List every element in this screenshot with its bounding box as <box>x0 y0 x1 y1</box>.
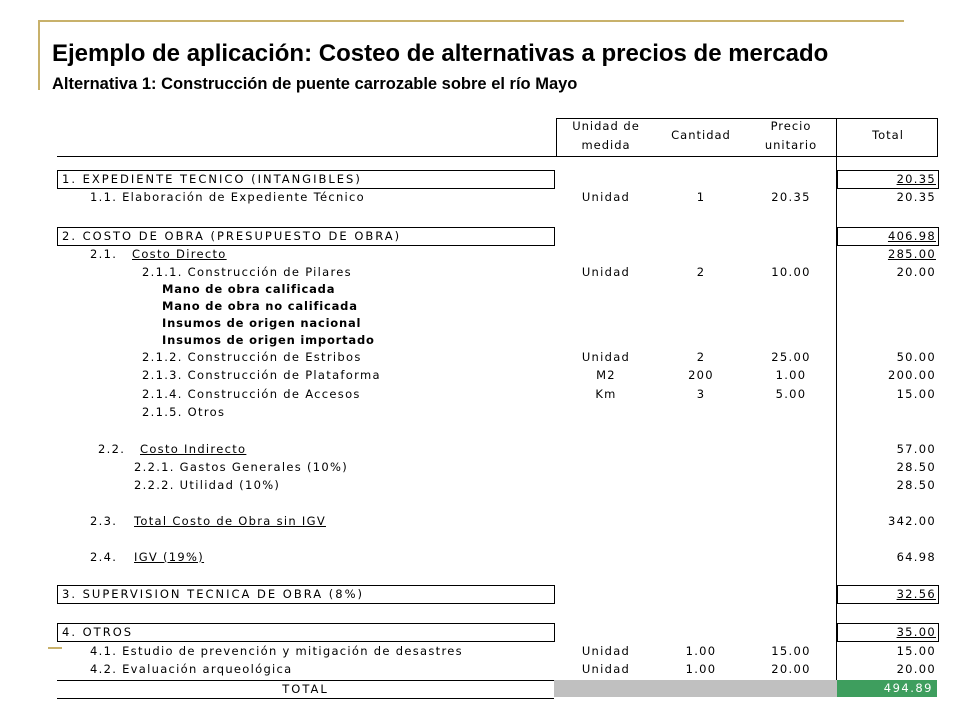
row-label-prefix: 2.4. <box>90 550 118 564</box>
row-label: 4.1. Estudio de prevención y mitigación de desastres <box>90 644 463 658</box>
table-row <box>0 458 960 476</box>
row-price: 20.00 <box>771 662 811 676</box>
table-row <box>0 170 960 188</box>
table-row <box>0 548 960 566</box>
row-price: 5.00 <box>775 387 807 401</box>
row-total: 20.35 <box>896 190 936 204</box>
grand-total-value: 494.89 <box>883 681 933 695</box>
row-label: 3. SUPERVISION TECNICA DE OBRA (8%) <box>62 587 365 601</box>
grand-total-filler <box>554 680 837 697</box>
row-label: 1.1. Elaboración de Expediente Técnico <box>90 190 366 204</box>
row-label: 2.1.2. Construcción de Estribos <box>142 350 362 364</box>
row-total: 20.00 <box>896 662 936 676</box>
row-label: 1. EXPEDIENTE TECNICO (INTANGIBLES) <box>62 172 362 186</box>
table-row <box>0 280 960 298</box>
row-unit: Unidad <box>581 350 631 364</box>
table-row <box>0 440 960 458</box>
row-qty: 3 <box>696 387 706 401</box>
table-row <box>0 263 960 281</box>
row-total: 32.56 <box>896 587 936 601</box>
row-label: 2.1.1. Construcción de Pilares <box>142 265 352 279</box>
row-label: 2.2.2. Utilidad (10%) <box>134 478 281 492</box>
row-qty: 2 <box>696 265 706 279</box>
table-row <box>0 642 960 660</box>
table-row <box>0 331 960 349</box>
header-unit <box>556 117 656 155</box>
header-price-line1: Precio <box>770 119 812 133</box>
header-unit-line2: medida <box>581 138 631 152</box>
table-row <box>0 660 960 678</box>
row-qty: 1.00 <box>685 662 717 676</box>
row-total: 15.00 <box>896 387 936 401</box>
row-unit: Unidad <box>581 265 631 279</box>
row-label: 2.1.3. Construcción de Plataforma <box>142 368 381 382</box>
row-total: 35.00 <box>896 625 936 639</box>
header-price <box>746 117 836 155</box>
row-label: Costo Indirecto <box>140 442 247 456</box>
row-total: 20.00 <box>896 265 936 279</box>
row-total: 342.00 <box>887 514 936 528</box>
row-unit: Km <box>595 387 617 401</box>
row-qty: 2 <box>696 350 706 364</box>
header-qty: Cantidad <box>671 128 731 142</box>
row-total: 28.50 <box>896 478 936 492</box>
header-unit-line1: Unidad de <box>572 119 640 133</box>
row-label: 2. COSTO DE OBRA (PRESUPUESTO DE OBRA) <box>62 229 402 243</box>
row-label: 2.2.1. Gastos Generales (10%) <box>134 460 348 474</box>
row-total: 200.00 <box>887 368 936 382</box>
row-total: 57.00 <box>896 442 936 456</box>
table-row <box>0 512 960 530</box>
row-label: 2.1.4. Construcción de Accesos <box>142 387 361 401</box>
table-row <box>0 585 960 603</box>
table-row <box>0 403 960 421</box>
row-label: 4. OTROS <box>62 625 134 639</box>
header-bottom-border <box>57 156 938 157</box>
row-label: Total Costo de Obra sin IGV <box>134 514 326 528</box>
table-row <box>0 623 960 641</box>
row-unit: Unidad <box>581 662 631 676</box>
table-row <box>0 245 960 263</box>
row-total: 28.50 <box>896 460 936 474</box>
row-label: Mano de obra no calificada <box>162 299 358 313</box>
table-row <box>0 476 960 494</box>
row-label: Insumos de origen nacional <box>162 316 362 330</box>
row-price: 20.35 <box>771 190 811 204</box>
table-row <box>0 385 960 403</box>
grand-total-value-cell <box>837 680 937 697</box>
table-row <box>0 297 960 315</box>
row-total: 50.00 <box>896 350 936 364</box>
row-qty: 1.00 <box>685 644 717 658</box>
table-row <box>0 227 960 245</box>
row-price: 1.00 <box>775 368 807 382</box>
row-price: 10.00 <box>771 265 811 279</box>
row-total: 285.00 <box>887 247 936 261</box>
row-label: 2.1.5. Otros <box>142 405 226 419</box>
row-qty: 1 <box>696 190 706 204</box>
table-row <box>0 314 960 332</box>
row-total: 20.35 <box>896 172 936 186</box>
table-row <box>0 188 960 206</box>
row-label-prefix: 2.3. <box>90 514 118 528</box>
row-label: Insumos de origen importado <box>162 333 375 347</box>
slide-title: Ejemplo de aplicación: Costeo de alternativas a precios de mercado <box>52 40 829 67</box>
header-price-line2: unitario <box>764 138 818 152</box>
accent-line-top <box>38 20 904 22</box>
table-row <box>0 366 960 384</box>
row-unit: Unidad <box>581 190 631 204</box>
grand-total-label: TOTAL <box>57 680 554 699</box>
grand-total-row <box>57 680 937 697</box>
row-label: Costo Directo <box>132 247 227 261</box>
row-price: 15.00 <box>771 644 811 658</box>
accent-line-left <box>38 20 40 90</box>
row-total: 15.00 <box>896 644 936 658</box>
row-label: 4.2. Evaluación arqueológica <box>90 662 293 676</box>
table-row <box>0 348 960 366</box>
row-unit: M2 <box>596 368 616 382</box>
slide-subtitle: Alternativa 1: Construcción de puente carrozable sobre el río Mayo <box>52 75 578 93</box>
row-label: Mano de obra calificada <box>162 282 336 296</box>
row-label-prefix: 2.2. <box>98 442 126 456</box>
row-price: 25.00 <box>771 350 811 364</box>
row-label-prefix: 2.1. <box>90 247 118 261</box>
row-unit: Unidad <box>581 644 631 658</box>
row-total: 64.98 <box>896 550 936 564</box>
header-total: Total <box>872 128 904 142</box>
row-qty: 200 <box>688 368 714 382</box>
row-label: IGV (19%) <box>134 550 205 564</box>
row-total: 406.98 <box>887 229 936 243</box>
